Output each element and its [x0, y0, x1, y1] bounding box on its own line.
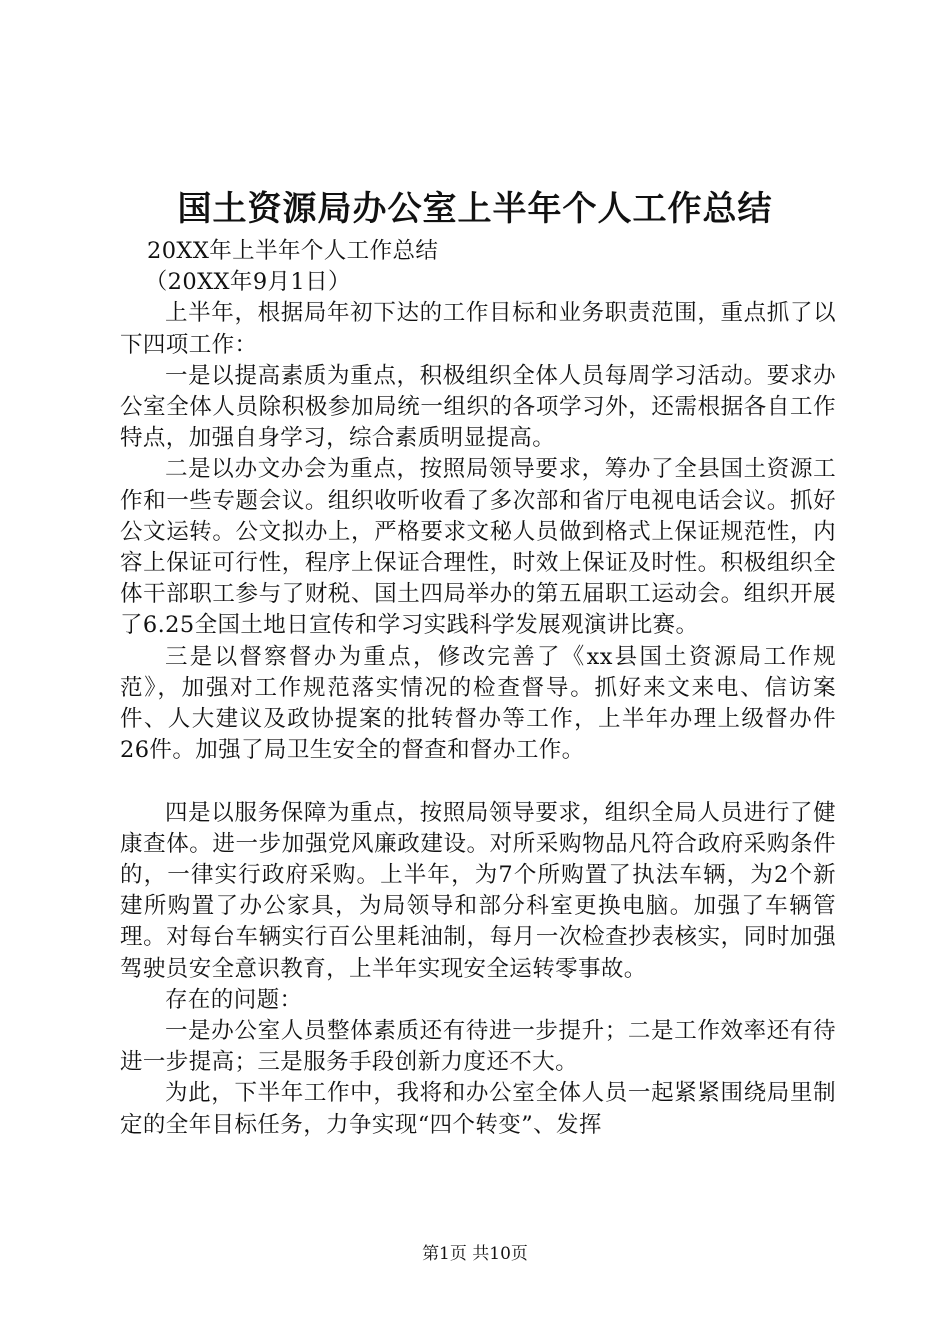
paragraph-problems-heading: 存在的问题：: [165, 986, 303, 1013]
paragraph-intro: 上半年，根据局年初下达的工作目标和业务职责范围，重点抓了以下四项工作：: [120, 300, 836, 358]
paragraph-item-three: 三是以督察督办为重点，修改完善了《xx县国土资源局工作规范》，加强对工作规范落实情况的检查督导。抓好来文来电、信访案件、人大建议及政协提案的批转督办等工作，上半年办理上级督办件26件。加强了局卫生安全的督查和督办工作。: [120, 643, 836, 764]
paragraph-item-four: 四是以服务保障为重点，按照局领导要求，组织全局人员进行了健康查体。进一步加强党风廉政建设。对所采购物品凡符合政府采购条件的，一律实行政府采购。上半年，为7个所购置了执法车辆，为2个新建所购置了办公家具，为局领导和部分科室更换电脑。加强了车辆管理。对每台车辆实行百公里耗油制，每月一次检查抄表核实，同时加强驾驶员安全意识教育，上半年实现安全运转零事故。: [120, 799, 836, 982]
paragraph-problems: 一是办公室人员整体素质还有待进一步提升；二是工作效率还有待进一步提高；三是服务手段创新力度还不大。: [120, 1018, 836, 1076]
document-body: [120, 236, 836, 1141]
paragraph-item-two: 二是以办文办会为重点，按照局领导要求，筹办了全县国土资源工作和一些专题会议。组织收听收看了多次部和省厅电视电话会议。抓好公文运转。公文拟办上，严格要求文秘人员做到格式上保证规范性，内容上保证可行性，程序上保证合理性，时效上保证及时性。积极组织全体干部职工参与了财税、国土四局举办的第五届职工运动会。组织开展了6.25全国土地日宣传和学习实践科学发展观演讲比赛。: [120, 456, 836, 639]
page-number: 第1页 共10页: [422, 1244, 528, 1264]
document-date: （20XX年9月1日）: [144, 269, 351, 296]
paragraph-item-one: 一是以提高素质为重点，积极组织全体人员每周学习活动。要求办公室全体人员除积极参加局统一组织的各项学习外，还需根据各自工作特点，加强自身学习，综合素质明显提高。: [120, 362, 836, 452]
document-title: 国土资源局办公室上半年个人工作总结: [177, 189, 773, 229]
document-subtitle: 20XX年上半年个人工作总结: [147, 238, 439, 264]
paragraph-plan: 为此，下半年工作中，我将和办公室全体人员一起紧紧围绕局里制定的全年目标任务，力争实现“四个转变”、发挥: [120, 1080, 836, 1138]
